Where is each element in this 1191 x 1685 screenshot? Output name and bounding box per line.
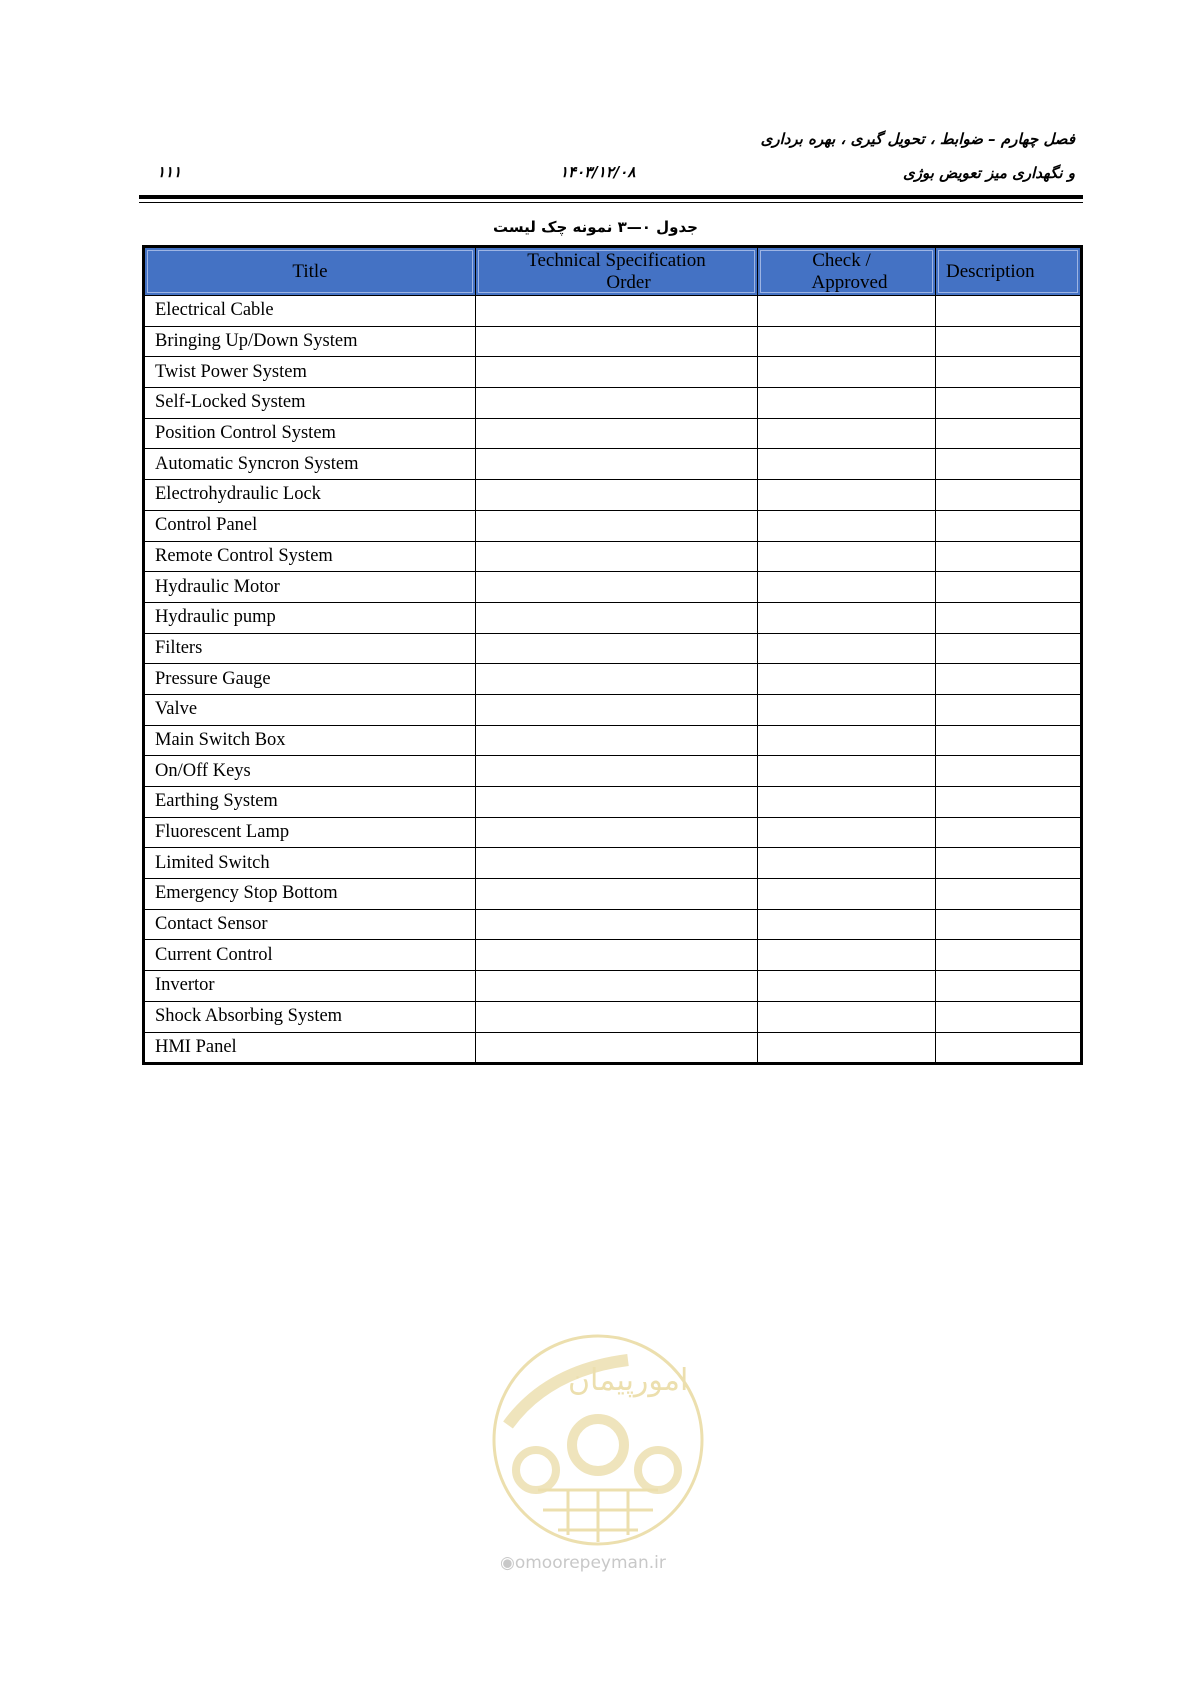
table-row [144,971,1082,1002]
row-title-cell: Emergency Stop Bottom [144,879,476,910]
row-spec-cell[interactable] [476,1001,758,1032]
column-header-technical-specification [476,247,758,296]
row-title-cell: Limited Switch [144,848,476,879]
header-rule-thick [139,195,1083,199]
row-check-cell[interactable] [758,909,936,940]
row-spec-cell[interactable] [476,909,758,940]
row-description-cell[interactable] [936,940,1082,971]
row-spec-cell[interactable] [476,418,758,449]
row-spec-cell[interactable] [476,541,758,572]
table-row [144,1032,1082,1064]
row-description-cell[interactable] [936,1032,1082,1064]
row-description-cell[interactable] [936,848,1082,879]
row-title-cell: Valve [144,694,476,725]
row-check-cell[interactable] [758,725,936,756]
table-row [144,633,1082,664]
table-row [144,848,1082,879]
row-check-cell[interactable] [758,787,936,818]
row-spec-cell[interactable] [476,449,758,480]
row-check-cell[interactable] [758,541,936,572]
row-description-cell[interactable] [936,541,1082,572]
row-check-cell[interactable] [758,418,936,449]
row-check-cell[interactable] [758,480,936,511]
chapter-title-line2: و نگهداری میز تعویض بوژی [903,164,1075,182]
row-description-cell[interactable] [936,418,1082,449]
row-description-cell[interactable] [936,817,1082,848]
row-description-cell[interactable] [936,725,1082,756]
row-title-cell: Contact Sensor [144,909,476,940]
column-header-check-line1: Check / [812,249,871,271]
row-check-cell[interactable] [758,633,936,664]
row-title-cell: Position Control System [144,418,476,449]
row-description-cell[interactable] [936,388,1082,419]
row-title-cell: Main Switch Box [144,725,476,756]
column-header-technical-specification-line1: Technical Specification [527,249,706,271]
row-spec-cell[interactable] [476,879,758,910]
table-row [144,572,1082,603]
row-description-cell[interactable] [936,602,1082,633]
column-header-title [144,247,476,296]
header-date: ۱۴۰۳/۱۲/۰۸ [560,163,636,181]
table-row [144,418,1082,449]
row-description-cell[interactable] [936,449,1082,480]
row-title-cell: Invertor [144,971,476,1002]
globe-icon: ◉ [500,1553,515,1573]
table-row [144,480,1082,511]
row-spec-cell[interactable] [476,940,758,971]
row-spec-cell[interactable] [476,296,758,327]
table-row [144,296,1082,327]
row-title-cell: Automatic Syncron System [144,449,476,480]
row-description-cell[interactable] [936,326,1082,357]
column-header-description-label: Description [946,260,1035,282]
row-title-cell: Electrical Cable [144,296,476,327]
row-check-cell[interactable] [758,879,936,910]
row-title-cell: Twist Power System [144,357,476,388]
row-spec-cell[interactable] [476,480,758,511]
table-row [144,817,1082,848]
row-spec-cell[interactable] [476,572,758,603]
table-body [144,296,1082,1064]
row-check-cell[interactable] [758,694,936,725]
row-check-cell[interactable] [758,449,936,480]
row-spec-cell[interactable] [476,971,758,1002]
row-description-cell[interactable] [936,664,1082,695]
row-title-cell: Shock Absorbing System [144,1001,476,1032]
row-description-cell[interactable] [936,787,1082,818]
row-spec-cell[interactable] [476,694,758,725]
table-row [144,664,1082,695]
row-title-cell: HMI Panel [144,1032,476,1064]
column-header-title-label: Title [292,260,328,282]
row-check-cell[interactable] [758,602,936,633]
row-spec-cell[interactable] [476,510,758,541]
watermark-gear-left [516,1450,556,1490]
chapter-title-line1: فصل چهارم – ضوابط ، تحویل گیری ، بهره برداری [760,130,1075,148]
checklist-table [142,245,1083,1065]
table-row [144,909,1082,940]
column-header-technical-specification-line2: Order [606,271,651,293]
row-check-cell[interactable] [758,756,936,787]
table-row [144,694,1082,725]
table-row [144,879,1082,910]
row-description-cell[interactable] [936,510,1082,541]
table-header-row [144,247,1082,296]
row-check-cell[interactable] [758,296,936,327]
table-row [144,756,1082,787]
row-title-cell: Fluorescent Lamp [144,817,476,848]
row-description-cell[interactable] [936,1001,1082,1032]
row-description-cell[interactable] [936,971,1082,1002]
watermark-gear-center [572,1419,624,1471]
row-spec-cell[interactable] [476,787,758,818]
row-title-cell: Hydraulic Motor [144,572,476,603]
row-check-cell[interactable] [758,572,936,603]
table-row [144,357,1082,388]
row-check-cell[interactable] [758,510,936,541]
row-spec-cell[interactable] [476,1032,758,1064]
row-check-cell[interactable] [758,1001,936,1032]
row-spec-cell[interactable] [476,633,758,664]
row-description-cell[interactable] [936,572,1082,603]
table-row [144,326,1082,357]
row-spec-cell[interactable] [476,326,758,357]
column-header-check-line2: Approved [811,271,888,293]
table-row [144,725,1082,756]
row-description-cell[interactable] [936,909,1082,940]
watermark-logo-text: امورپیمان [568,1363,689,1398]
row-title-cell: Control Panel [144,510,476,541]
column-header-check-approved [758,247,936,296]
page-number: ۱۱۱ [157,163,182,181]
row-check-cell[interactable] [758,664,936,695]
row-check-cell[interactable] [758,1032,936,1064]
row-spec-cell[interactable] [476,357,758,388]
row-check-cell[interactable] [758,940,936,971]
row-spec-cell[interactable] [476,664,758,695]
watermark-url-text: omoorepeyman.ir [514,1553,666,1573]
watermark-logo [488,1330,708,1550]
row-spec-cell[interactable] [476,725,758,756]
row-description-cell[interactable] [936,879,1082,910]
row-title-cell: Bringing Up/Down System [144,326,476,357]
row-description-cell[interactable] [936,633,1082,664]
header-rule-thin [139,202,1083,203]
row-title-cell: Remote Control System [144,541,476,572]
row-check-cell[interactable] [758,326,936,357]
row-check-cell[interactable] [758,357,936,388]
row-title-cell: Electrohydraulic Lock [144,480,476,511]
column-header-description [936,247,1082,296]
table-row [144,510,1082,541]
row-check-cell[interactable] [758,848,936,879]
row-description-cell[interactable] [936,694,1082,725]
row-title-cell: Filters [144,633,476,664]
row-title-cell: Self-Locked System [144,388,476,419]
row-title-cell: Current Control [144,940,476,971]
row-spec-cell[interactable] [476,388,758,419]
table-caption: جدول ۰—۳ نمونه چک لیست [493,218,698,236]
row-spec-cell[interactable] [476,848,758,879]
row-check-cell[interactable] [758,388,936,419]
row-description-cell[interactable] [936,296,1082,327]
row-description-cell[interactable] [936,357,1082,388]
row-check-cell[interactable] [758,817,936,848]
row-description-cell[interactable] [936,480,1082,511]
table-row [144,940,1082,971]
row-spec-cell[interactable] [476,602,758,633]
row-spec-cell[interactable] [476,756,758,787]
row-description-cell[interactable] [936,756,1082,787]
table-row [144,602,1082,633]
table-row [144,787,1082,818]
table-row [144,449,1082,480]
table-row [144,541,1082,572]
row-title-cell: Hydraulic pump [144,602,476,633]
watermark-gear-right [638,1450,678,1490]
row-title-cell: Earthing System [144,787,476,818]
row-title-cell: Pressure Gauge [144,664,476,695]
table-row [144,1001,1082,1032]
row-check-cell[interactable] [758,971,936,1002]
row-title-cell: On/Off Keys [144,756,476,787]
row-spec-cell[interactable] [476,817,758,848]
table-row [144,388,1082,419]
watermark-url [500,1553,666,1573]
